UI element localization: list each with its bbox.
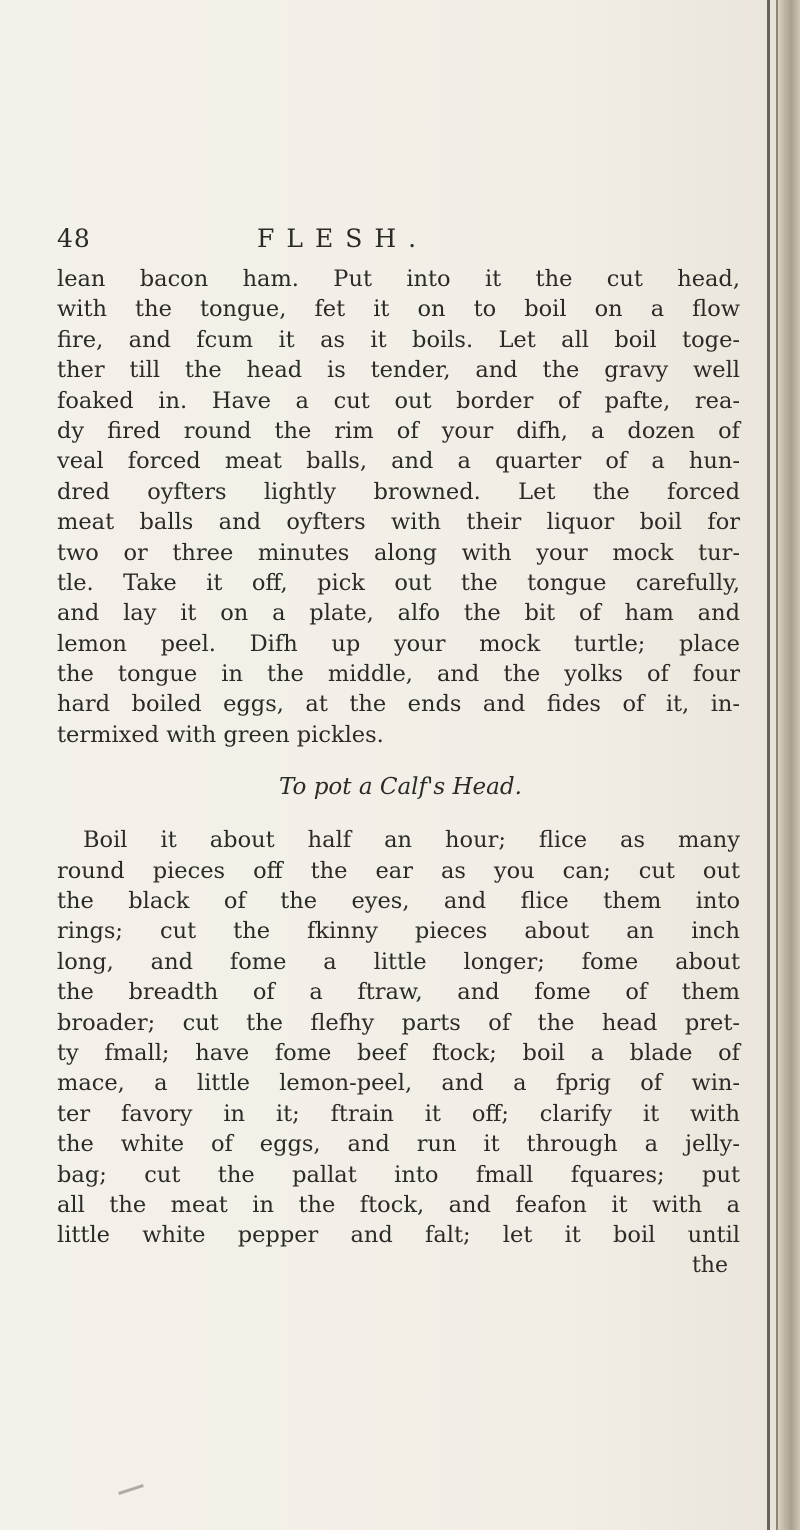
catchword: the — [691, 1252, 728, 1278]
text-line: the white of eggs, and run it through a jelly- — [57, 1131, 740, 1158]
ink-mark — [118, 1484, 144, 1495]
text-line: hard boiled eggs, at the ends and fides of it, in- — [57, 691, 740, 718]
section-title: To pot a Calf's Head. — [279, 774, 522, 801]
spacer — [57, 750, 740, 764]
text-line: the black of the eyes, and flice them into — [57, 888, 740, 915]
text-line: all the meat in the ftock, and feafon it with a — [57, 1191, 740, 1218]
text-line: ter favory in it; ftrain it off; clarify it with — [57, 1100, 740, 1127]
text-line: little white pepper and falt; let it boil until — [57, 1222, 740, 1249]
text-line: dred oyfters lightly browned. Let the forced — [57, 478, 740, 505]
text-line: round pieces off the ear as you can; cut out — [57, 857, 740, 884]
text-line: with the tongue, fet it on to boil on a flow — [57, 296, 740, 323]
text-line: lemon peel. Difh up your mock turtle; place — [57, 630, 740, 657]
text-line: rings; cut the fkinny pieces about an inch — [57, 918, 740, 945]
text-line: veal forced meat balls, and a quarter of a hun- — [57, 448, 740, 475]
text-line: termixed with green pickles. — [57, 721, 384, 748]
page-header — [57, 224, 737, 264]
text-line: ther till the head is tender, and the gravy well — [57, 357, 740, 384]
text-line: broader; cut the flefhy parts of the head pret- — [57, 1009, 740, 1036]
text-line: lean bacon ham. Put into it the cut head, — [57, 266, 740, 292]
text-line: fire, and fcum it as it boils. Let all boil toge- — [57, 326, 740, 353]
page-text — [57, 264, 740, 1281]
text-line: dy fired round the rim of your difh, a dozen of — [57, 417, 740, 444]
text-line: long, and fome a little longer; fome about — [57, 948, 740, 975]
running-head: FLESH. — [257, 224, 429, 253]
page-edge — [776, 0, 800, 1530]
text-line: ty fmall; have fome beef ftock; boil a blade of — [57, 1039, 740, 1066]
text-line: mace, a little lemon-peel, and a fprig of win- — [57, 1070, 740, 1097]
text-line: the breadth of a ftraw, and fome of them — [57, 979, 740, 1006]
text-line: bag; cut the pallat into fmall fquares; put — [57, 1161, 740, 1188]
text-line: meat balls and oyfters with their liquor boil for — [57, 509, 740, 536]
spacer — [57, 811, 740, 825]
text-line: Boil it about half an hour; flice as many — [83, 827, 740, 854]
page-fold-line — [767, 0, 770, 1530]
text-line: and lay it on a plate, alfo the bit of ham and — [57, 600, 740, 627]
text-line: the tongue in the middle, and the yolks of four — [57, 661, 740, 688]
text-line: foaked in. Have a cut out border of pafte, rea- — [57, 387, 740, 414]
page-number: 48 — [57, 224, 91, 253]
text-line: tle. Take it off, pick out the tongue carefully, — [57, 569, 740, 596]
text-line: two or three minutes along with your mock tur- — [57, 539, 740, 566]
